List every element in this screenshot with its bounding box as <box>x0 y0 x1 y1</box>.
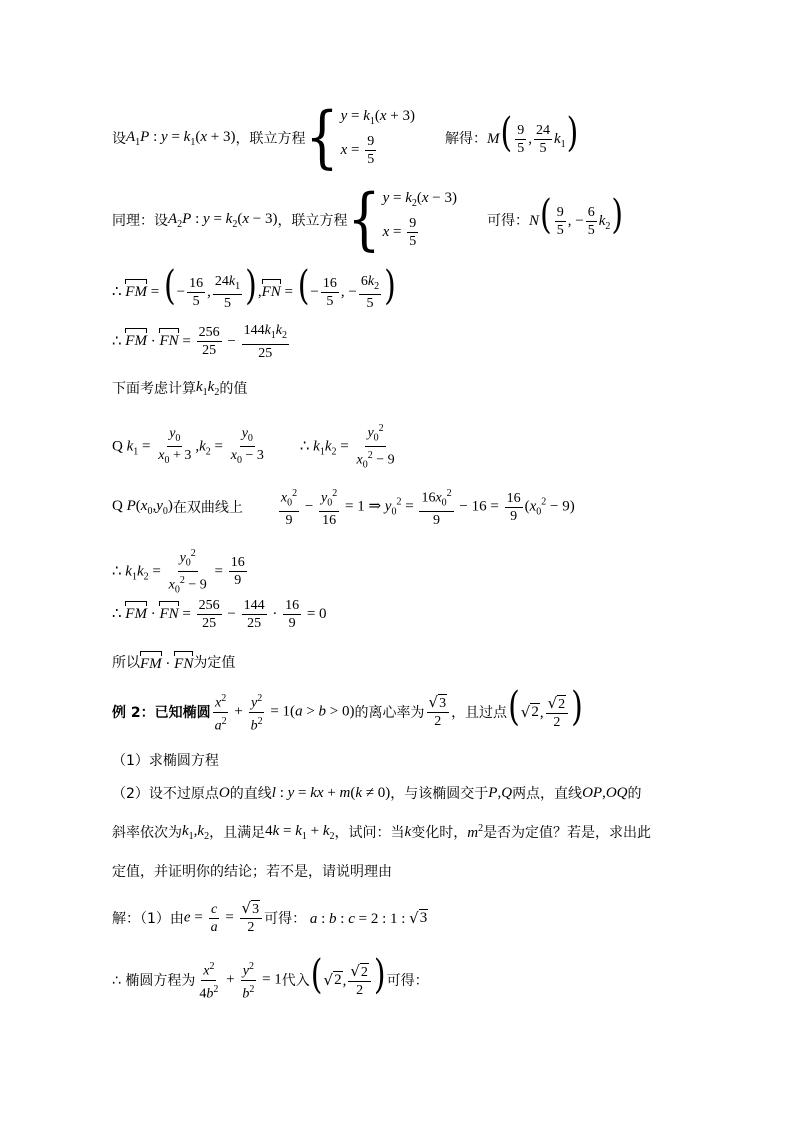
text-obtain: 可得： <box>487 213 530 229</box>
example-2 <box>112 683 584 734</box>
point-sub: ( √ 2 , √ 2 2 ) <box>310 951 386 999</box>
equation-system: $y = k_1(x + 3)$ x = $\frac{9}{5}$ <box>340 108 416 167</box>
k1k2-value: ∴ $k_1k_2$ = $\frac{y_0^2}{x_0^2 - 9}$ = $\frac{16}{9}$ <box>112 545 249 599</box>
var-k: k <box>404 823 412 840</box>
question-2-c <box>112 861 392 881</box>
eq-line-a2p: $A_2P$ : $y = k_2(x - 3)$ <box>168 210 278 230</box>
line-2 <box>112 181 624 259</box>
text-constant: 为定值 <box>193 654 236 671</box>
point-m: M( $\frac{9}{5}$ , $\frac{24}{5}$ $k_1$) <box>487 109 579 157</box>
eq-line-a1p: $A_1P$ : $y = k_1(x + 3)$ <box>126 128 236 148</box>
last-b: 代入 <box>281 973 310 990</box>
text-value: 的值 <box>219 381 248 397</box>
eccentricity-eq: e = $\frac{c}{a}$ = √ 3 2 <box>184 900 264 936</box>
brace-2: { <box>347 181 381 259</box>
text-system: ，联立方程 <box>235 131 306 147</box>
q2b-e: 是否为定值？若是，求出此 <box>483 825 652 841</box>
question-1 <box>112 750 219 770</box>
dot-product-value: ∴ FM · FN = $\frac{256}{25}$ − $\frac{144}{25}$ · $\frac{16}{9}$ = 0 <box>112 598 327 631</box>
last-line <box>112 951 429 1002</box>
text-passes: ，且过点 <box>451 705 508 722</box>
slope-product: ∴ $k_1k_2$ = $\frac{y_0^2}{x_0^2 - 9}$ <box>300 420 399 474</box>
solution-line <box>112 900 428 936</box>
q2-d: 两点，直线 <box>512 786 583 802</box>
example-title: 例 2：已知椭圆 <box>112 705 211 722</box>
k1k2: $k_1k_2$ <box>196 378 220 398</box>
text-similarly: 同理：设 <box>112 213 168 229</box>
q2b-b: ，且满足 <box>209 825 266 841</box>
line-9 <box>112 597 327 632</box>
text-so: 所以 <box>112 654 140 671</box>
m-squared: $m^2$ <box>467 822 484 841</box>
line-7 <box>112 485 575 529</box>
text-on-hyperbola: 在双曲线上 <box>172 500 243 517</box>
point-p: Q $P(x_0,y_0)$ <box>112 497 173 517</box>
q1-text: （1）求椭圆方程 <box>112 753 219 769</box>
sol-a: 解：（1）由 <box>112 911 184 927</box>
condition: $4k = k_1 + k_2$ <box>265 822 335 842</box>
brace: { <box>305 99 339 177</box>
eccentricity-value: √ 3 2 <box>425 694 452 730</box>
text-system-2: ，联立方程 <box>277 213 348 229</box>
q2-a: （2）设不过原点 <box>112 786 219 802</box>
hyperbola-eq: $\frac{x_0^2}{9}$ − $\frac{y_0^2}{16}$ = 1 ⇒ $y_0^2$ = $\frac{16x_0^2}{9}$ − 16 = $\frac{16}{9}$ $(x_0^2 - 9)$ <box>277 485 575 529</box>
text-eccentricity: 的离心率为 <box>354 705 425 722</box>
line-10 <box>112 650 235 673</box>
q2-e: 的 <box>627 786 642 802</box>
text-solve: 解得： <box>445 131 488 147</box>
point-n: N( $\frac{9}{5}$ , − $\frac{6}{5}$ $k_2$) <box>529 191 624 239</box>
slopes: Q $k_1$ = $\frac{y_0}{x_0 + 3}$ $,k_2$ = $\frac{y_0}{x_0 - 3}$ <box>112 425 264 467</box>
q2c-text: 定值，并证明你的结论；若不是，请说明理由 <box>112 864 392 880</box>
last-c: 可得： <box>386 973 429 990</box>
q2b-d: 变化时， <box>411 825 468 841</box>
text-she: 设 <box>112 131 126 147</box>
vector-fm-fn: ∴ FM = (− $\frac{16}{5}$ , $\frac{24k_1}{5}$ ),FN = (− $\frac{16}{5}$ , − $\frac{6k_2}{5}$ ) <box>112 262 396 312</box>
line-5 <box>112 378 247 398</box>
sol-b: 可得： <box>264 911 307 927</box>
line-8 <box>112 545 249 599</box>
q2b-c: ，试问：当 <box>334 825 405 841</box>
ellipse-eq: $\frac{x^2}{a^2}$ + $\frac{y^2}{b^2}$ = 1(a > b > 0) <box>211 690 355 734</box>
point-given: ( √ 2 , √ 2 2 ) <box>508 683 583 731</box>
ratio: a : b : c = 2 : 1 : √ 3 <box>306 908 428 927</box>
ellipse-eq-2: $\frac{x^2}{4b^2}$ + $\frac{y^2}{b^2}$ = 1 <box>195 958 281 1002</box>
text-consider: 下面考虑计算 <box>112 381 196 397</box>
q2-b: 的直线 <box>229 786 272 802</box>
origin-o: O <box>218 784 230 801</box>
last-a: ∴ 椭圆方程为 <box>112 973 196 990</box>
line-1 <box>112 99 579 177</box>
points-pq: P,Q <box>488 784 513 801</box>
lines-op-oq: OP,OQ <box>582 784 628 801</box>
question-2 <box>112 783 641 803</box>
line-4 <box>112 322 291 362</box>
question-2-b <box>112 822 651 842</box>
q2b-a: 斜率依次为 <box>112 825 182 841</box>
dot-product: ∴ FM · FN = $\frac{256}{25}$ − $\frac{144k_1k_2}{25}$ <box>112 323 288 361</box>
q2-c: ，与该椭圆交于 <box>390 786 489 802</box>
line-l: l : y = kx + m(k ≠ 0) <box>271 784 391 801</box>
line-3 <box>112 262 397 312</box>
equation-system-2: $y = k_2(x - 3)$ x = $\frac{9}{5}$ <box>382 190 458 249</box>
dot-product-ref: FM · FN <box>140 650 193 673</box>
slopes-k1k2: $k_1,k_2$ <box>182 822 210 842</box>
line-6 <box>112 420 399 474</box>
